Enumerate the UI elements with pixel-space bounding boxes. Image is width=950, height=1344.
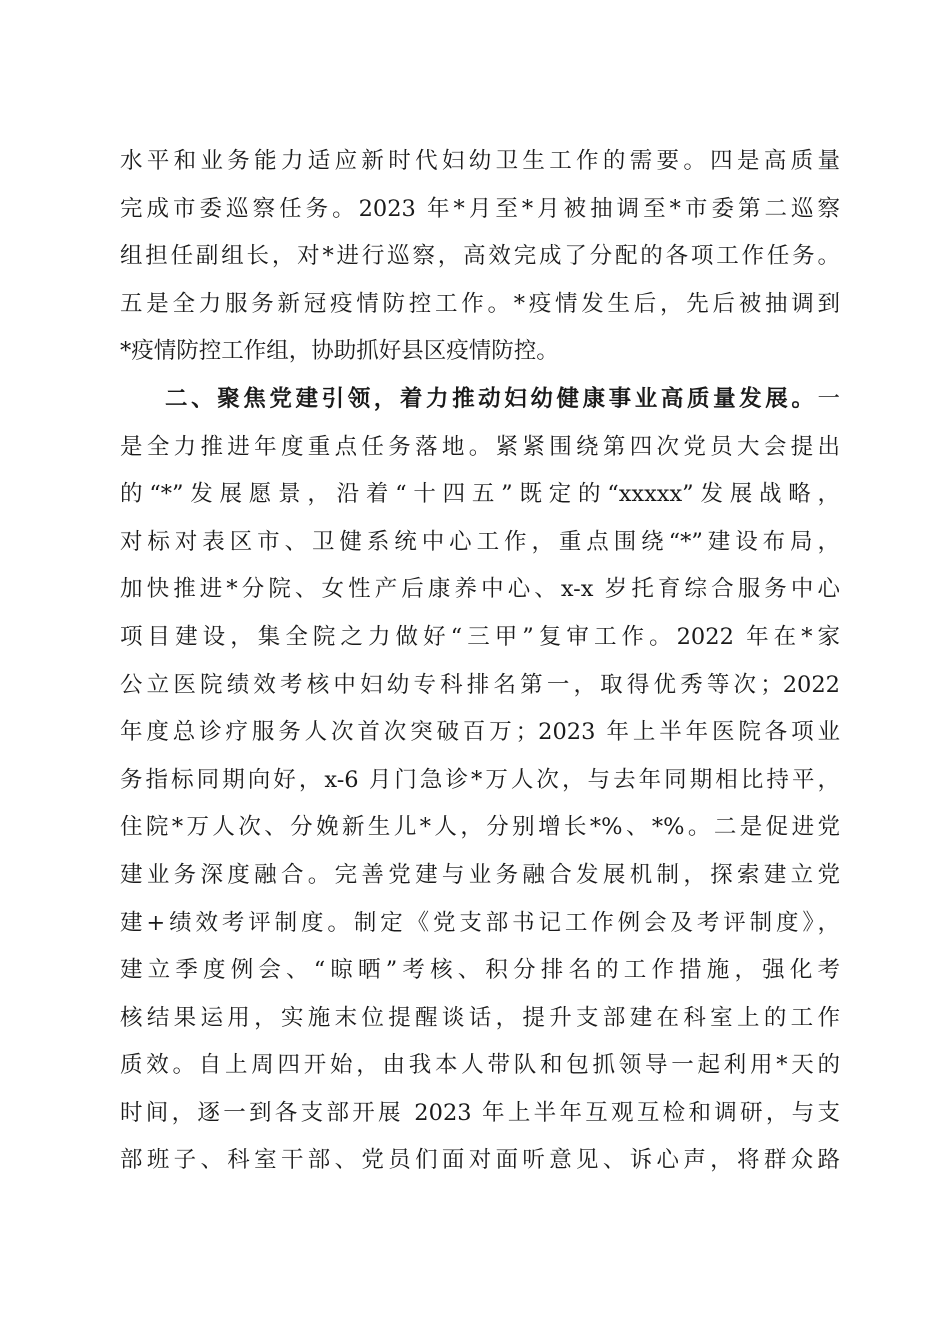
text-line: *疫情防控工作组，协助抓好县区疫情防控。 [120,338,559,365]
text-line: 加快推进*分院、女性产后康养中心、x-x 岁托育综合服务中心 [120,576,840,603]
text-line: 务指标同期向好，x-6 月门急诊*万人次，与去年同期相比持平， [120,766,840,793]
text-line: 时间，逐一到各支部开展 2023 年上半年互观互检和调研，与支 [120,1099,840,1126]
text-line: 建立季度例会、“晾晒”考核、积分排名的工作措施，强化考 [120,957,840,984]
text-line: 住院*万人次、分娩新生儿*人，分别增长*%、*%。二是促进党 [120,814,840,841]
section-heading-tail: 一 [817,385,840,412]
text-line: 建业务深度融合。完善党建与业务融合发展机制，探索建立党 [120,861,840,888]
text-line: 的“*”发展愿景，沿着“十四五”既定的“xxxxx”发展战略， [120,481,840,508]
text-line: 对标对表区市、卫健系统中心工作，重点围绕“*”建设布局， [120,528,840,555]
text-line: 核结果运用，实施末位提醒谈话，提升支部建在科室上的工作 [120,1004,840,1031]
text-line: 五是全力服务新冠疫情防控工作。*疫情发生后，先后被抽调到 [120,290,840,317]
text-line: 项目建设，集全院之力做好“三甲”复审工作。2022 年在*家 [120,623,840,650]
section-heading: 二、聚焦党建引领，着力推动妇幼健康事业高质量发展。 [165,385,818,412]
section-heading-line [120,376,840,424]
text-line: 年度总诊疗服务人次首次突破百万；2023 年上半年医院各项业 [120,719,840,746]
text-line: 部班子、科室干部、党员们面对面听意见、诉心声，将群众路 [120,1147,840,1174]
text-line: 完成市委巡察任务。2023 年*月至*月被抽调至*市委第二巡察 [120,195,840,222]
text-line: 公立医院绩效考核中妇幼专科排名第一，取得优秀等次；2022 [120,671,840,698]
text-line: 是全力推进年度重点任务落地。紧紧围绕第四次党员大会提出 [120,433,840,460]
text-line: 组担任副组长，对*进行巡察，高效完成了分配的各项工作任务。 [120,243,840,270]
document-body [120,138,840,1185]
text-line: 建+绩效考评制度。制定《党支部书记工作例会及考评制度》， [120,909,840,936]
text-line: 质效。自上周四开始，由我本人带队和包抓领导一起利用*天的 [120,1052,840,1079]
text-line: 水平和业务能力适应新时代妇幼卫生工作的需要。四是高质量 [120,148,840,174]
